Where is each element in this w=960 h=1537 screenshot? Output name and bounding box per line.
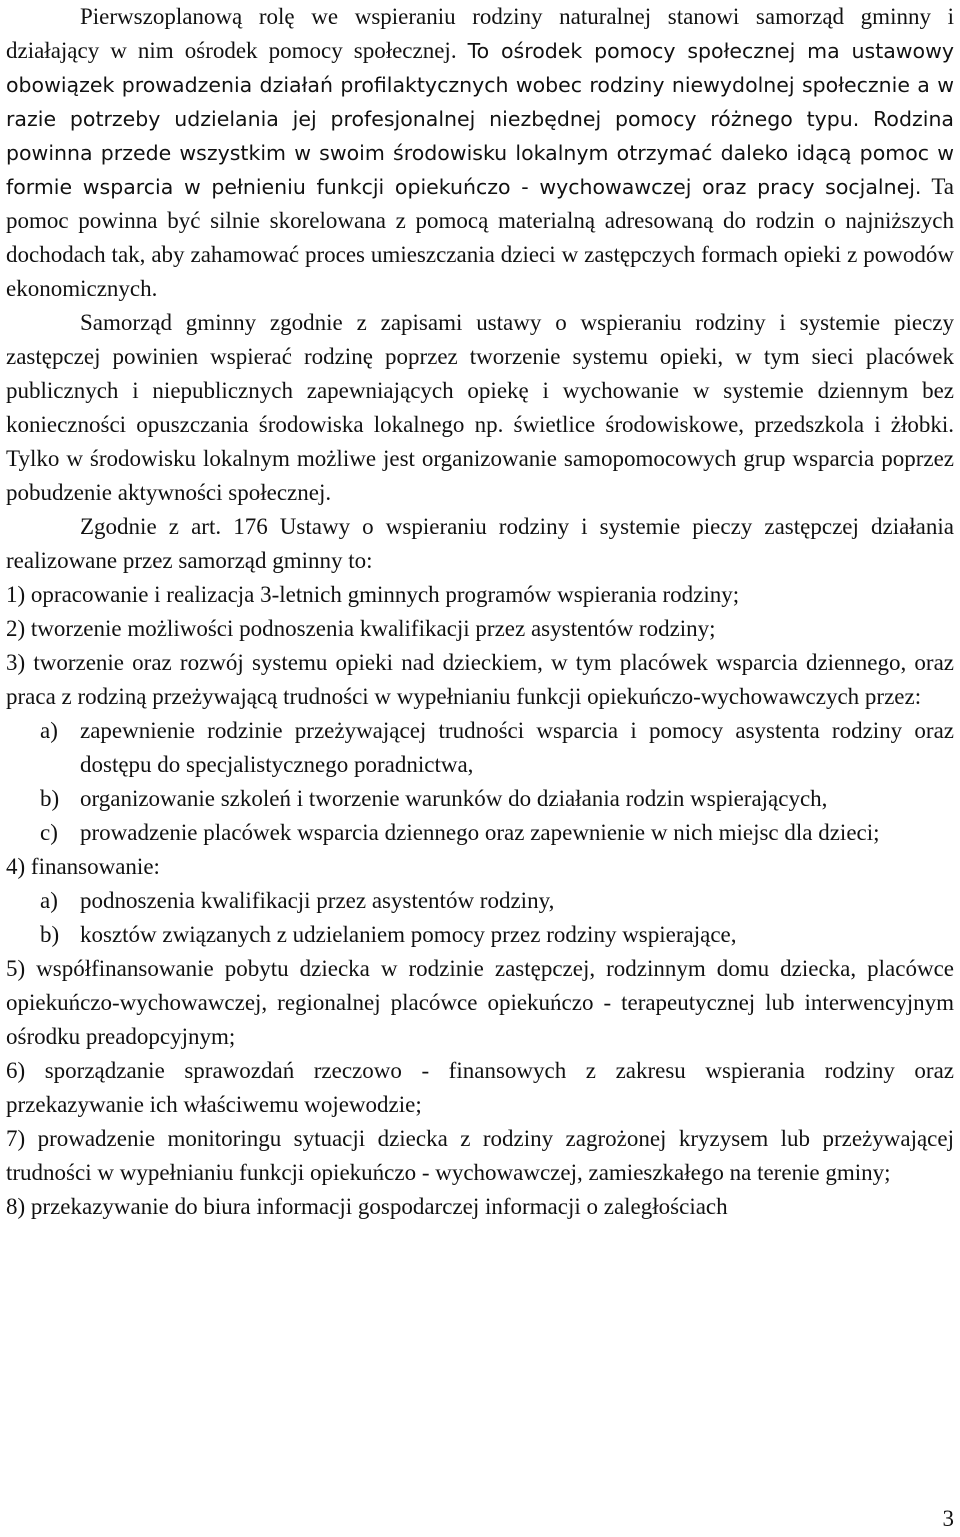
list-marker: c)	[40, 820, 58, 845]
document-page	[6, 0, 954, 1224]
list-item-3a	[6, 714, 954, 782]
list-item-text: prowadzenie placówek wsparcia dziennego oraz zapewnienie w nich miejsc dla dzieci;	[80, 820, 880, 845]
list-item-text: zapewnienie rodzinie przeżywającej trudności wsparcia i pomocy asystenta rodziny oraz dostępu do specjalistycznego poradnictwa,	[80, 718, 954, 777]
intro-serif-end-text: Ta pomoc powinna być silnie skorelowana z pomocą materialną adresowaną do rodzin o najniższych dochodach tak, aby zahamować proces umieszczania dzieci w zastępczych formach opieki z powodów ekonomicznych.	[6, 174, 954, 301]
list-item-1: 1) opracowanie i realizacja 3-letnich gminnych programów wspierania rodziny;	[6, 582, 740, 607]
page-number: 3	[942, 1506, 954, 1531]
list-item-text: kosztów związanych z udzielaniem pomocy przez rodziny wspierające,	[80, 922, 737, 947]
list-item-3c	[6, 816, 954, 850]
list-item-6: 6) sporządzanie sprawozdań rzeczowo - finansowych z zakresu wspierania rodziny oraz przekazywanie ich właściwemu wojewodzie;	[6, 1058, 954, 1117]
paragraph-samorzad: Samorząd gminny zgodnie z zapisami ustawy o wspieraniu rodziny i systemie pieczy zastępczej powinien wspierać rodzinę poprzez tworzenie systemu opieki, w tym sieci placówek publicznych i niepublicznych zapewniających opiekę i wychowanie w systemie dziennym bez konieczności opuszczania środowiska lokalnego np. świetlice środowiskowe, przedszkola i żłobki. Tylko w środowisku lokalnym możliwe jest organizowanie samopomocowych grup wsparcia poprzez pobudzenie aktywności społecznej.	[6, 310, 954, 505]
intro-sans-text: To ośrodek pomocy społecznej ma ustawowy obowiązek prowadzenia działań profilaktycznych wobec rodziny niewydolnej społecznie a w razie potrzeby udzielania jej profesjonalnej niezbędnej pomocy różnego typu. Rodzina powinna przede wszystkim w swoim środowisku lokalnym otrzymać daleko idącą pomoc w formie wsparcia w pełnieniu funkcji opiekuńczo - wychowawczej oraz pracy socjalnej.	[6, 39, 954, 199]
list-item-4a	[6, 884, 954, 918]
list-item-2: 2) tworzenie możliwości podnoszenia kwalifikacji przez asystentów rodziny;	[6, 616, 716, 641]
intro-serif-text: Pierwszoplanową rolę we wspieraniu rodziny naturalnej stanowi samorząd gminny i działający w nim ośrodek pomocy społecznej.	[6, 4, 954, 63]
list-item-7: 7) prowadzenie monitoringu sytuacji dziecka z rodziny zagrożonej kryzysem lub przeżywającej trudności w wypełnianiu funkcji opiekuńczo - wychowawczej, zamieszkałego na terenie gminy;	[6, 1126, 954, 1185]
list-item-text: podnoszenia kwalifikacji przez asystentów rodziny,	[80, 888, 555, 913]
list-item-3b	[6, 782, 954, 816]
list-item-3: 3) tworzenie oraz rozwój systemu opieki nad dzieckiem, w tym placówek wsparcia dziennego, oraz praca z rodziną przeżywającą trudności w wypełnianiu funkcji opiekuńczo-wychowawczych przez:	[6, 650, 954, 709]
list-marker: b)	[40, 922, 60, 947]
list-marker: b)	[40, 786, 60, 811]
list-item-4b	[6, 918, 954, 952]
list-item-8: 8) przekazywanie do biura informacji gospodarczej informacji o zaległościach	[6, 1194, 728, 1219]
list-marker: a)	[40, 888, 58, 913]
list-item-5: 5) współfinansowanie pobytu dziecka w rodzinie zastępczej, rodzinnym domu dziecka, placówce opiekuńczo-wychowawczej, regionalnej placówce opiekuńczo - terapeutycznej lub interwencyjnym ośrodku preadopcyjnym;	[6, 956, 954, 1049]
list-item-4: 4) finansowanie:	[6, 854, 160, 879]
list-item-text: organizowanie szkoleń i tworzenie warunków do działania rodzin wspierających,	[80, 786, 828, 811]
paragraph-intro	[6, 0, 954, 306]
list-marker: a)	[40, 718, 58, 743]
paragraph-art-176: Zgodnie z art. 176 Ustawy o wspieraniu rodziny i systemie pieczy zastępczej działania realizowane przez samorząd gminny to:	[6, 514, 954, 573]
